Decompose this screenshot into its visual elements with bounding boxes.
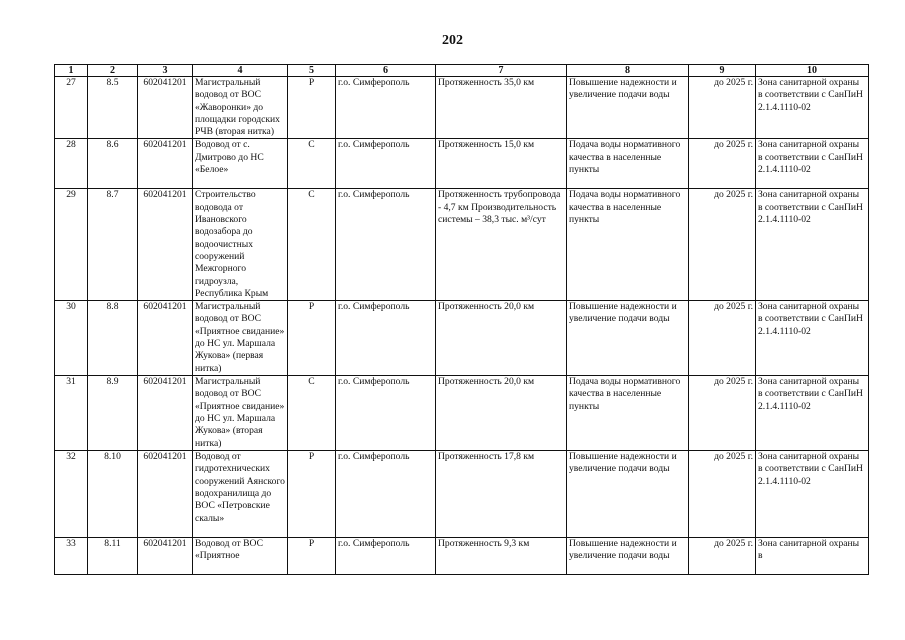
object-zone: Зона санитарной охраны в соответствии с СанПиН 2.1.4.1110-02 (756, 189, 869, 301)
row-number: 33 (55, 538, 88, 575)
object-location: г.о. Симферополь (336, 538, 436, 575)
item-code: 8.5 (88, 77, 138, 139)
object-zone: Зона санитарной охраны в соответствии с СанПиН 2.1.4.1110-02 (756, 301, 869, 376)
column-header: 6 (336, 65, 436, 77)
object-deadline: до 2025 г. (689, 301, 756, 376)
row-number: 31 (55, 376, 88, 451)
object-deadline: до 2025 г. (689, 376, 756, 451)
registry-code: 602041201 (138, 139, 193, 189)
registry-code: 602041201 (138, 451, 193, 538)
column-header: 5 (288, 65, 336, 77)
table-row (55, 77, 869, 139)
column-header: 4 (193, 65, 288, 77)
object-parameters: Протяженность 17,8 км (436, 451, 567, 538)
column-header: 10 (756, 65, 869, 77)
object-status: С (288, 139, 336, 189)
object-zone: Зона санитарной охраны в соответствии с СанПиН 2.1.4.1110-02 (756, 77, 869, 139)
object-status: Р (288, 301, 336, 376)
object-deadline: до 2025 г. (689, 538, 756, 575)
object-parameters: Протяженность 35,0 км (436, 77, 567, 139)
object-location: г.о. Симферополь (336, 301, 436, 376)
object-deadline: до 2025 г. (689, 77, 756, 139)
object-name: Магистральный водовод от ВОС «Жаворонки» до площадки городских РЧВ (вторая нитка) (193, 77, 288, 139)
column-header: 1 (55, 65, 88, 77)
object-name: Водовод от с. Дмитрово до НС «Белое» (193, 139, 288, 189)
object-purpose: Подача воды нормативного качества в населенные пункты (567, 189, 689, 301)
row-number: 29 (55, 189, 88, 301)
object-zone: Зона санитарной охраны в (756, 538, 869, 575)
row-number: 28 (55, 139, 88, 189)
object-parameters: Протяженность 15,0 км (436, 139, 567, 189)
table-row (55, 301, 869, 376)
column-header: 2 (88, 65, 138, 77)
object-location: г.о. Симферополь (336, 77, 436, 139)
object-parameters: Протяженность 20,0 км (436, 376, 567, 451)
page-number: 202 (442, 33, 463, 48)
objects-table (54, 64, 869, 575)
row-number: 32 (55, 451, 88, 538)
object-location: г.о. Симферополь (336, 139, 436, 189)
object-name: Водовод от гидротехнических сооружений Аянского водохранилища до ВОС «Петровские скалы» (193, 451, 288, 538)
item-code: 8.11 (88, 538, 138, 575)
object-purpose: Подача воды нормативного качества в населенные пункты (567, 376, 689, 451)
object-status: С (288, 376, 336, 451)
object-zone: Зона санитарной охраны в соответствии с СанПиН 2.1.4.1110-02 (756, 139, 869, 189)
object-deadline: до 2025 г. (689, 451, 756, 538)
column-header: 8 (567, 65, 689, 77)
column-header: 3 (138, 65, 193, 77)
object-name: Магистральный водовод от ВОС «Приятное свидание» до НС ул. Маршала Жукова» (первая нитка) (193, 301, 288, 376)
item-code: 8.6 (88, 139, 138, 189)
item-code: 8.10 (88, 451, 138, 538)
registry-code: 602041201 (138, 77, 193, 139)
item-code: 8.8 (88, 301, 138, 376)
table-header-row (55, 65, 869, 77)
object-name: Водовод от ВОС «Приятное (193, 538, 288, 575)
object-deadline: до 2025 г. (689, 139, 756, 189)
column-header: 7 (436, 65, 567, 77)
object-purpose: Повышение надежности и увеличение подачи воды (567, 301, 689, 376)
object-purpose: Подача воды нормативного качества в населенные пункты (567, 139, 689, 189)
object-name: Строительство водовода от Ивановского водозабора до водоочистных сооружений Межгорного гидроузла, Республика Крым (193, 189, 288, 301)
object-status: Р (288, 538, 336, 575)
table-row (55, 538, 869, 575)
object-status: Р (288, 77, 336, 139)
object-deadline: до 2025 г. (689, 189, 756, 301)
row-number: 30 (55, 301, 88, 376)
object-purpose: Повышение надежности и увеличение подачи воды (567, 77, 689, 139)
table-row (55, 451, 869, 538)
object-location: г.о. Симферополь (336, 376, 436, 451)
table-row (55, 189, 869, 301)
object-status: Р (288, 451, 336, 538)
registry-code: 602041201 (138, 538, 193, 575)
table-row (55, 139, 869, 189)
object-parameters: Протяженность 20,0 км (436, 301, 567, 376)
item-code: 8.9 (88, 376, 138, 451)
object-zone: Зона санитарной охраны в соответствии с СанПиН 2.1.4.1110-02 (756, 451, 869, 538)
object-location: г.о. Симферополь (336, 189, 436, 301)
object-zone: Зона санитарной охраны в соответствии с СанПиН 2.1.4.1110-02 (756, 376, 869, 451)
registry-code: 602041201 (138, 376, 193, 451)
object-name: Магистральный водовод от ВОС «Приятное свидание» до НС ул. Маршала Жукова» (вторая нитка) (193, 376, 288, 451)
table-row (55, 376, 869, 451)
registry-code: 602041201 (138, 301, 193, 376)
object-purpose: Повышение надежности и увеличение подачи воды (567, 451, 689, 538)
object-parameters: Протяженность трубопровода - 4,7 км Производительность системы – 38,3 тыс. м³/сут (436, 189, 567, 301)
object-purpose: Повышение надежности и увеличение подачи воды (567, 538, 689, 575)
object-status: С (288, 189, 336, 301)
column-header: 9 (689, 65, 756, 77)
row-number: 27 (55, 77, 88, 139)
registry-code: 602041201 (138, 189, 193, 301)
object-location: г.о. Симферополь (336, 451, 436, 538)
item-code: 8.7 (88, 189, 138, 301)
object-parameters: Протяженность 9,3 км (436, 538, 567, 575)
